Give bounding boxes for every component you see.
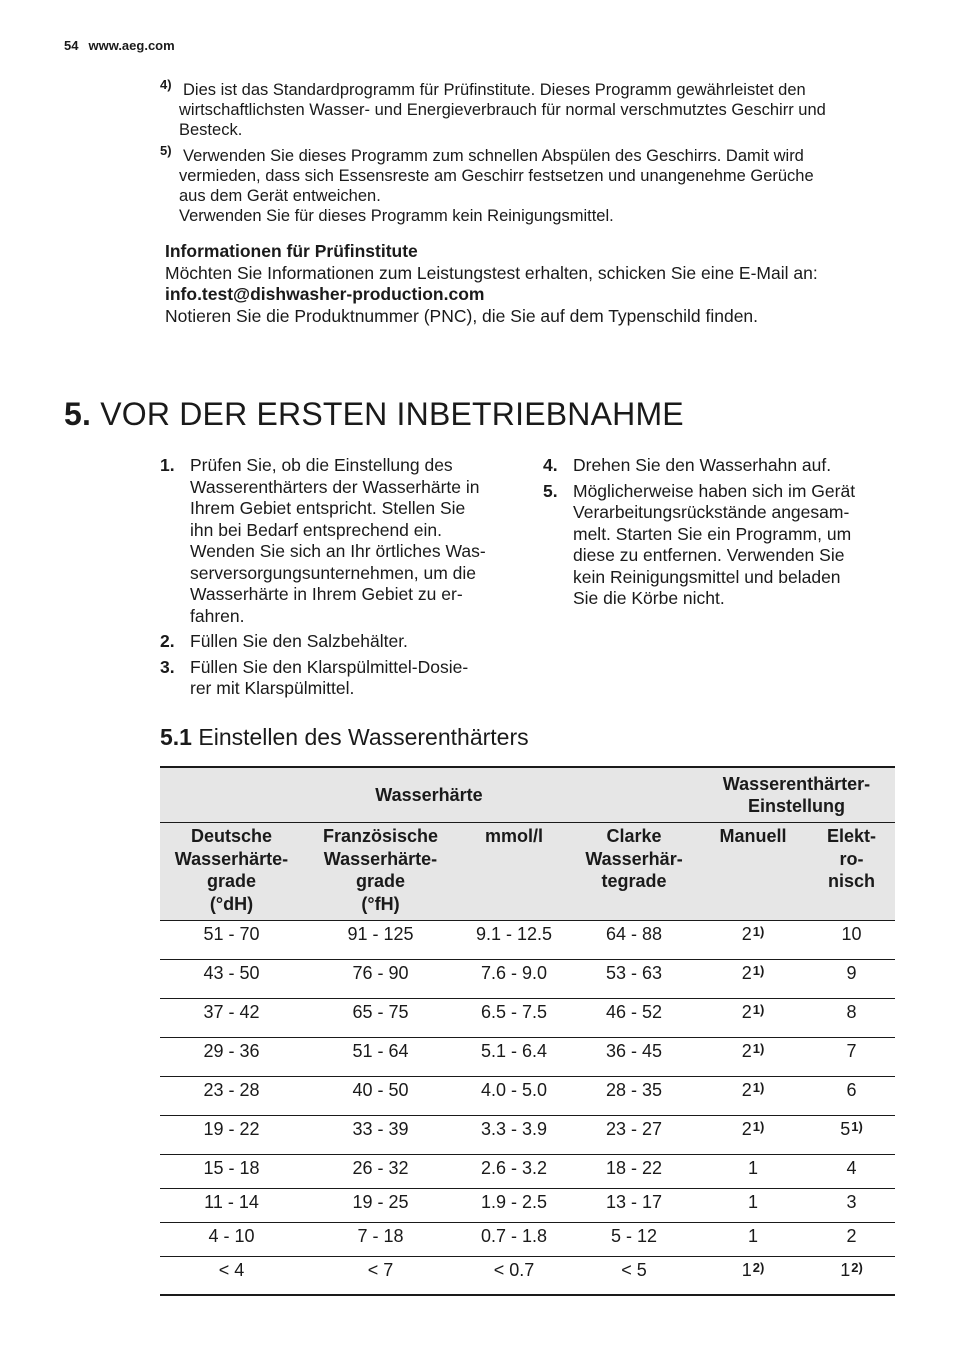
- cell-value: < 4: [218, 1260, 245, 1280]
- footnote-ref: 1): [752, 1002, 765, 1017]
- table-cell: [160, 1116, 303, 1155]
- cell-value: 2: [741, 1041, 752, 1061]
- table-row: [160, 921, 895, 960]
- table-cell: [303, 960, 458, 999]
- page-header: [64, 38, 175, 53]
- cell-value: < 7: [367, 1260, 394, 1280]
- header-line: Elekt-: [826, 826, 877, 846]
- table-cell: [458, 1038, 570, 1077]
- cell-value: 40 - 50: [352, 1080, 409, 1100]
- table-row: [160, 1155, 895, 1189]
- footnote-ref: 1): [752, 1119, 765, 1134]
- table-cell: [570, 999, 698, 1038]
- step-line: Verarbeitungsrückstände angesam-: [573, 502, 850, 522]
- step-number: 3.: [160, 656, 175, 677]
- step-line: ihn bei Bedarf entsprechend ein.: [190, 519, 442, 540]
- cell-value: 4.0 - 5.0: [480, 1080, 548, 1100]
- page-number: 54: [64, 38, 79, 53]
- cell-value: 2: [846, 1226, 857, 1246]
- cell-value: 6.5 - 7.5: [480, 1002, 548, 1022]
- section-title-text: VOR DER ERSTEN INBETRIEBNAHME: [100, 396, 684, 432]
- table-cell: [458, 1189, 570, 1223]
- step-4: [543, 455, 898, 477]
- footnote-ref: 1): [752, 1080, 765, 1095]
- step-line: Wenden Sie sich an Ihr örtliches Was-: [190, 541, 486, 561]
- step-1: [160, 455, 515, 627]
- group-header-water-hardness: [160, 767, 698, 823]
- step-line: Prüfen Sie, ob die Einstellung des: [190, 455, 453, 475]
- step-line: Füllen Sie den Salzbehälter.: [190, 631, 408, 651]
- cell-value: 4 - 10: [208, 1226, 255, 1246]
- cell-value: 28 - 35: [605, 1080, 663, 1100]
- header-line: grade: [206, 871, 257, 891]
- cell-value: 46 - 52: [605, 1002, 663, 1022]
- cell-value: 8: [846, 1002, 857, 1022]
- info-text: Notieren Sie die Produktnummer (PNC), die Sie auf dem Typenschild finden.: [165, 305, 759, 326]
- cell-value: 53 - 63: [605, 963, 663, 983]
- step-line: melt. Starten Sie ein Programm, um: [573, 523, 852, 544]
- table-cell: [808, 960, 895, 999]
- header-url: www.aeg.com: [88, 38, 175, 53]
- cell-value: 18 - 22: [605, 1158, 663, 1178]
- footnote-line: Verwenden Sie für dieses Programm kein Reinigungsmittel.: [179, 207, 614, 225]
- step-number: 1.: [160, 455, 175, 475]
- table-cell: [698, 1155, 808, 1189]
- step-line: Drehen Sie den Wasserhahn auf.: [573, 455, 832, 475]
- cell-value: 3: [846, 1192, 857, 1212]
- footnote-ref: 2): [851, 1260, 863, 1275]
- table-cell: [570, 960, 698, 999]
- cell-value: 2: [741, 924, 752, 944]
- step-line: Sie die Körbe nicht.: [573, 588, 725, 608]
- cell-value: 2: [741, 1080, 752, 1100]
- header-line: Manuell: [719, 826, 787, 846]
- cell-value: 1: [747, 1158, 758, 1178]
- footnotes: [160, 77, 900, 232]
- step-line: rer mit Klarspülmittel.: [190, 678, 355, 698]
- header-line: mmol/l: [484, 826, 543, 846]
- table-row: [160, 1189, 895, 1223]
- cell-value: 36 - 45: [605, 1041, 663, 1061]
- footnote-ref: 2): [752, 1260, 765, 1275]
- table-row: [160, 999, 895, 1038]
- step-line: Wasserhärte in Ihrem Gebiet zu er-: [190, 584, 463, 604]
- cell-value: 91 - 125: [347, 924, 414, 944]
- step-number: 2.: [160, 631, 175, 651]
- cell-value: 4: [846, 1158, 857, 1178]
- table-row: [160, 1077, 895, 1116]
- cell-value: 19 - 25: [352, 1192, 409, 1212]
- footnote-ref: 1): [752, 1041, 765, 1056]
- table-cell: [808, 1116, 895, 1155]
- footnote-line: Dies ist das Standardprogramm für Prüfinstitute. Dieses Programm gewährleistet den: [183, 81, 806, 99]
- step-number: 4.: [543, 455, 558, 475]
- steps-right: [543, 455, 898, 614]
- cell-value: 51 - 64: [352, 1041, 409, 1061]
- table-cell: [458, 1223, 570, 1257]
- table-cell: [303, 921, 458, 960]
- cell-value: 1.9 - 2.5: [480, 1192, 548, 1212]
- table-cell: [570, 921, 698, 960]
- header-line: Wasserhär-: [585, 848, 683, 869]
- column-header-mmol: [458, 823, 570, 921]
- table-cell: [458, 921, 570, 960]
- table-row: [160, 1257, 895, 1296]
- step-number: 5.: [543, 480, 558, 501]
- table-cell: [808, 999, 895, 1038]
- header-line: grade: [355, 871, 406, 891]
- footnote-ref: 1): [851, 1119, 863, 1134]
- cell-value: 9.1 - 12.5: [475, 924, 553, 944]
- cell-value: 7.6 - 9.0: [480, 963, 548, 983]
- cell-value: 2: [741, 1002, 752, 1022]
- table-cell: [570, 1257, 698, 1296]
- table-cell: [303, 1155, 458, 1189]
- table-cell: [570, 1038, 698, 1077]
- column-header-fh: [303, 823, 458, 921]
- table-cell: [303, 1038, 458, 1077]
- table-cell: [458, 1077, 570, 1116]
- table-cell: [808, 1189, 895, 1223]
- steps-left: [160, 455, 515, 704]
- footnote-line: wirtschaftlichsten Wasser- und Energieverbrauch für normal verschmutztes Geschirr und: [179, 101, 826, 119]
- cell-value: 3.3 - 3.9: [480, 1119, 548, 1139]
- table-cell: [570, 1077, 698, 1116]
- table-cell: [458, 1116, 570, 1155]
- column-header-clarke: [570, 823, 698, 921]
- header-line: ro-: [839, 848, 864, 869]
- header-line: Wasserenthärter-: [722, 774, 871, 794]
- table-cell: [698, 1223, 808, 1257]
- footnote-line: Verwenden Sie dieses Programm zum schnellen Abspülen des Geschirrs. Damit wird: [183, 147, 804, 165]
- table-cell: [698, 960, 808, 999]
- table-cell: [698, 999, 808, 1038]
- cell-value: 11 - 14: [204, 1192, 259, 1212]
- header-line: (°fH): [361, 893, 400, 914]
- subsection-number: 5.1: [160, 724, 192, 750]
- group-header-softener-setting: [698, 767, 895, 823]
- table-cell: [160, 1257, 303, 1296]
- table-cell: [160, 1189, 303, 1223]
- step-line: diese zu entfernen. Verwenden Sie: [573, 545, 845, 565]
- cell-value: 7: [846, 1041, 857, 1061]
- column-header-dh: [160, 823, 303, 921]
- footnote-line: Besteck.: [179, 121, 243, 139]
- table-cell: [570, 1155, 698, 1189]
- water-hardness-table: [160, 766, 895, 1296]
- info-heading: Informationen für Prüfinstitute: [165, 241, 418, 261]
- table-row: [160, 1116, 895, 1155]
- info-email: info.test@dishwasher-production.com: [165, 284, 485, 304]
- table-cell: [303, 1189, 458, 1223]
- cell-value: 2.6 - 3.2: [480, 1158, 548, 1178]
- step-line: Wasserenthärters der Wasserhärte in: [190, 476, 480, 497]
- header-line: (°dH): [209, 893, 254, 914]
- table-cell: [303, 1257, 458, 1296]
- cell-value: 13 - 17: [605, 1192, 663, 1212]
- table-cell: [303, 1116, 458, 1155]
- step-line: fahren.: [190, 605, 245, 626]
- table-cell: [303, 1077, 458, 1116]
- cell-value: 26 - 32: [352, 1158, 409, 1178]
- cell-value: 43 - 50: [203, 963, 260, 983]
- table-cell: [808, 1077, 895, 1116]
- table-cell: [303, 999, 458, 1038]
- cell-value: 7 - 18: [357, 1226, 404, 1246]
- cell-value: 33 - 39: [352, 1119, 409, 1139]
- header-line: nisch: [827, 871, 875, 891]
- table-cell: [808, 1155, 895, 1189]
- table-cell: [698, 1257, 808, 1296]
- section-number: 5.: [64, 396, 92, 432]
- cell-value: 1: [840, 1260, 851, 1280]
- step-5: [543, 481, 898, 610]
- section-title: [64, 396, 684, 433]
- cell-value: 19 - 22: [203, 1119, 260, 1139]
- cell-value: 2: [741, 1119, 752, 1139]
- step-3: [160, 657, 515, 700]
- table-cell: [160, 1155, 303, 1189]
- table-cell: [303, 1223, 458, 1257]
- cell-value: 1: [741, 1260, 752, 1280]
- table-row: [160, 960, 895, 999]
- step-line: Ihrem Gebiet entspricht. Stellen Sie: [190, 498, 466, 518]
- step-line: serversorgungsunternehmen, um die: [190, 562, 476, 583]
- table-row: [160, 1038, 895, 1077]
- table-cell: [808, 1257, 895, 1296]
- cell-value: 2: [741, 963, 752, 983]
- table-row: [160, 1223, 895, 1257]
- cell-value: < 5: [621, 1260, 647, 1280]
- footnote-4: [160, 77, 900, 140]
- table-cell: [698, 921, 808, 960]
- header-line: Deutsche: [190, 826, 273, 846]
- footnote-5: [160, 143, 900, 226]
- subsection-title: [160, 724, 529, 751]
- table-cell: [698, 1189, 808, 1223]
- cell-value: 37 - 42: [203, 1002, 260, 1022]
- table-cell: [160, 1038, 303, 1077]
- header-line: tegrade: [601, 871, 667, 891]
- table-cell: [698, 1077, 808, 1116]
- step-line: Möglicherweise haben sich im Gerät: [573, 480, 856, 501]
- header-line: Wasserhärte: [375, 785, 483, 805]
- header-line: Einstellung: [747, 796, 845, 816]
- step-line: kein Reinigungsmittel und beladen: [573, 566, 841, 587]
- info-text: Möchten Sie Informationen zum Leistungstest erhalten, schicken Sie eine E-Mail an:: [165, 262, 818, 283]
- table-cell: [808, 1223, 895, 1257]
- cell-value: 64 - 88: [605, 924, 663, 944]
- header-line: Französische: [322, 826, 439, 846]
- cell-value: < 0.7: [493, 1260, 535, 1280]
- table-cell: [570, 1223, 698, 1257]
- table-cell: [698, 1116, 808, 1155]
- cell-value: 76 - 90: [352, 963, 409, 983]
- header-line: Wasserhärte-: [174, 848, 289, 869]
- table-cell: [160, 999, 303, 1038]
- footnote-ref: 1): [752, 924, 765, 939]
- cell-value: 23 - 28: [203, 1080, 260, 1100]
- table-cell: [698, 1038, 808, 1077]
- step-line: Füllen Sie den Klarspülmittel-Dosie-: [190, 656, 469, 677]
- table-cell: [808, 921, 895, 960]
- table-cell: [458, 999, 570, 1038]
- cell-value: 5 - 12: [610, 1226, 658, 1246]
- table-cell: [570, 1116, 698, 1155]
- cell-value: 1: [747, 1192, 758, 1212]
- cell-value: 23 - 27: [605, 1119, 663, 1139]
- cell-value: 6: [846, 1080, 857, 1100]
- table-cell: [808, 1038, 895, 1077]
- cell-value: 5.1 - 6.4: [480, 1041, 548, 1061]
- cell-value: 10: [841, 924, 862, 944]
- table-cell: [160, 960, 303, 999]
- table-cell: [160, 921, 303, 960]
- cell-value: 0.7 - 1.8: [480, 1226, 548, 1246]
- cell-value: 5: [840, 1119, 851, 1139]
- header-line: Wasserhärte-: [323, 848, 438, 869]
- table-cell: [160, 1077, 303, 1116]
- footnote-line: vermieden, dass sich Essensreste am Geschirr festsetzen und unangenehme Gerüche: [179, 167, 814, 185]
- footnote-line: aus dem Gerät entweichen.: [179, 187, 381, 205]
- table-cell: [458, 1257, 570, 1296]
- cell-value: 9: [846, 963, 857, 983]
- cell-value: 1: [747, 1226, 758, 1246]
- table-cell: [458, 1155, 570, 1189]
- subsection-title-text: Einstellen des Wasserenthärters: [198, 724, 529, 750]
- cell-value: 65 - 75: [352, 1002, 409, 1022]
- footnote-mark: 4): [160, 77, 172, 92]
- cell-value: 15 - 18: [203, 1158, 260, 1178]
- table-cell: [160, 1223, 303, 1257]
- cell-value: 29 - 36: [203, 1041, 260, 1061]
- step-2: [160, 631, 515, 653]
- table-cell: [458, 960, 570, 999]
- footnote-mark: 5): [160, 143, 172, 158]
- table-cell: [570, 1189, 698, 1223]
- column-header-electronic: [808, 823, 895, 921]
- cell-value: 51 - 70: [203, 924, 260, 944]
- column-header-manual: [698, 823, 808, 921]
- footnote-ref: 1): [752, 963, 765, 978]
- header-line: Clarke: [606, 826, 662, 846]
- info-block: [165, 241, 905, 327]
